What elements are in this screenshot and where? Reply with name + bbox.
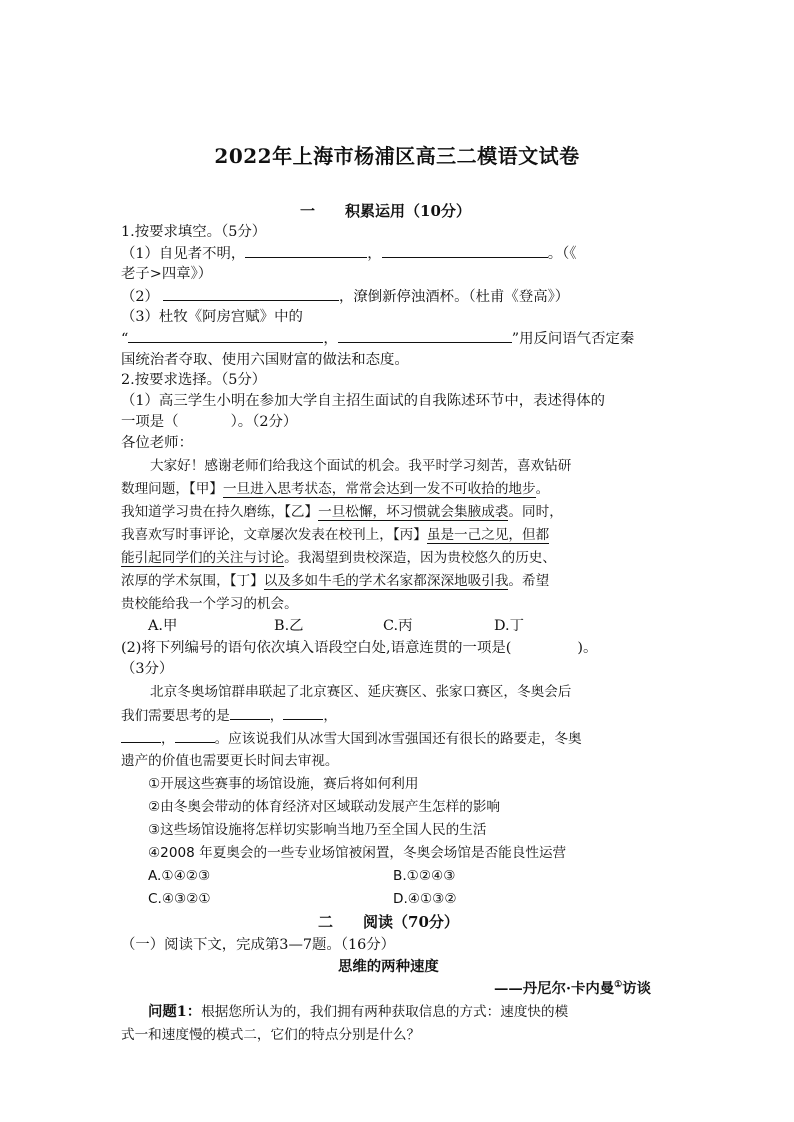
answer-blank[interactable] bbox=[128, 328, 323, 343]
passage-line bbox=[121, 502, 563, 522]
item-text: “ bbox=[121, 331, 129, 347]
section-label: 阅读（70分） bbox=[363, 913, 459, 931]
fill-blank[interactable] bbox=[175, 728, 215, 743]
sentence-item-2: ②由冬奥会带动的体育经济对区域联动发展产生怎样的影响 bbox=[148, 799, 501, 815]
passage-text: ， bbox=[161, 731, 175, 747]
choice-b[interactable]: B.①②④③ bbox=[393, 868, 456, 884]
footnote-marker: ① bbox=[614, 980, 623, 991]
page-title: 2022年上海市杨浦区高三二模语文试卷 bbox=[214, 144, 580, 168]
passage-line: 贵校能给我一个学习的机会。 bbox=[121, 596, 298, 612]
choice-c[interactable]: C.④③②① bbox=[148, 891, 211, 907]
passage-line bbox=[121, 705, 337, 726]
passage-line bbox=[121, 525, 549, 545]
answer-blank[interactable] bbox=[163, 286, 339, 301]
question-1-item-1 bbox=[121, 243, 576, 264]
byline-text: ——丹尼尔·卡内曼 bbox=[494, 980, 615, 997]
passage-text: 我喜欢写时事评论，文章屡次发表在校刊上，【丙】 bbox=[121, 527, 427, 543]
section-heading-2 bbox=[318, 912, 459, 932]
passage-text: 浓厚的学术氛围，【丁】 bbox=[121, 573, 264, 589]
section-label: 积累运用（10分） bbox=[345, 202, 471, 220]
question-2-sub-2 bbox=[121, 638, 597, 658]
question-2-sub-1-cont bbox=[121, 412, 297, 432]
passage-text: 。同时， bbox=[508, 504, 563, 520]
question-text: 根据您所认为的，我们拥有两种获取信息的方式：速度快的模 bbox=[201, 1004, 569, 1020]
section-number: 一 bbox=[300, 202, 316, 220]
option-c[interactable]: C.丙 bbox=[383, 618, 413, 634]
underlined-sentence-yi: 一旦松懈，坏习惯就会集腋成裘 bbox=[318, 504, 509, 520]
passage-text: ， bbox=[323, 708, 337, 724]
option-d[interactable]: D.丁 bbox=[494, 618, 524, 634]
item-text: （2） bbox=[121, 289, 159, 305]
passage-text: 我知道学习贵在持久磨练，【乙】 bbox=[121, 504, 319, 520]
sentence-item-1: ①开展这些赛事的场馆设施，赛后将如何利用 bbox=[148, 776, 419, 792]
passage-text: 我们需要思考的是 bbox=[121, 708, 230, 724]
choice-d[interactable]: D.④①③② bbox=[393, 891, 457, 907]
item-text: ， bbox=[367, 246, 382, 262]
item-text: ）。（2分） bbox=[230, 414, 298, 430]
passage-line: 大家好！感谢老师们给我这个面试的机会。我平时学习刻苦，喜欢钻研 bbox=[150, 458, 572, 474]
reading-intro: （一）阅读下文，完成第3—7题。（16分） bbox=[121, 937, 396, 953]
question-2-heading: 2.按要求选择。（5分） bbox=[121, 372, 267, 388]
article-byline bbox=[494, 979, 651, 999]
passage-line bbox=[121, 728, 582, 749]
byline-text: 访谈 bbox=[622, 980, 652, 997]
passage-text: 。应该说我们从冰雪大国到冰雪强国还有很长的路要走，冬奥 bbox=[214, 731, 582, 747]
question-1-item-3-cont: 国统治者夺取、使用六国财富的做法和态度。 bbox=[121, 352, 409, 368]
underlined-sentence-bing: 虽是一己之见，但都 bbox=[426, 527, 550, 543]
question-1-item-3-blanks bbox=[121, 328, 634, 349]
passage-line: 北京冬奥场馆群串联起了北京赛区、延庆赛区、张家口赛区，冬奥会后 bbox=[150, 684, 572, 700]
article-title: 思维的两种速度 bbox=[338, 958, 439, 975]
underlined-sentence-bing-cont: 能引起同学们的关注与讨论 bbox=[121, 550, 285, 566]
fill-blank[interactable] bbox=[283, 705, 323, 720]
section-number: 二 bbox=[318, 913, 334, 931]
answer-blank[interactable] bbox=[382, 243, 548, 258]
passage-text: 。希望 bbox=[508, 573, 550, 589]
passage-line bbox=[121, 479, 549, 499]
item-text: ，潦倒新停浊酒杯。（杜甫《登高》） bbox=[338, 289, 570, 305]
passage-text: 数理问题，【甲】 bbox=[121, 481, 223, 497]
option-a[interactable]: A.甲 bbox=[148, 618, 178, 634]
question-1-item-2 bbox=[121, 286, 569, 307]
choice-a[interactable]: A.①④②③ bbox=[148, 868, 211, 884]
passage-text: 。 bbox=[535, 481, 550, 497]
item-text: (2)将下列编号的语句依次填入语段空白处,语意连贯的一项是( bbox=[121, 640, 512, 656]
question-1-item-1-source: 老子>四章》） bbox=[121, 266, 213, 282]
question-label: 问题1： bbox=[148, 1003, 202, 1020]
item-text: ”用反问语气否定秦 bbox=[511, 331, 635, 347]
interview-question-1-cont: 式一和速度慢的模式二，它们的特点分别是什么？ bbox=[121, 1027, 421, 1043]
passage-line bbox=[121, 571, 549, 591]
question-1-item-3: （3）杜牧《阿房宫赋》中的 bbox=[121, 309, 303, 325]
item-text: ， bbox=[323, 331, 338, 347]
sentence-item-3: ③这些场馆设施将怎样切实影响当地乃至全国人民的生活 bbox=[148, 822, 487, 838]
item-text: （1）自见者不明， bbox=[121, 246, 246, 262]
section-heading-1 bbox=[300, 201, 471, 221]
underlined-sentence-jia: 一旦进入思考状态，常常会达到一发不可收拾的地步 bbox=[222, 481, 536, 497]
item-text: 一项是（ bbox=[121, 414, 179, 430]
passage-greeting: 各位老师： bbox=[121, 435, 193, 451]
passage-text: 。我渴望到贵校深造，因为贵校悠久的历史、 bbox=[284, 550, 556, 566]
answer-blank[interactable] bbox=[245, 243, 367, 258]
interview-question-1 bbox=[148, 1002, 568, 1022]
question-1-heading: 1.按要求填空。（5分） bbox=[121, 224, 267, 240]
fill-blank[interactable] bbox=[230, 705, 270, 720]
question-2-sub-1: （1）高三学生小明在参加大学自主招生面试的自我陈述环节中，表述得体的 bbox=[121, 393, 606, 409]
question-2-sub-2-points: （3分） bbox=[121, 661, 174, 677]
sentence-item-4: ④2008 年夏奥会的一些专业场馆被闲置，冬奥会场馆是否能良性运营 bbox=[148, 845, 567, 861]
passage-line bbox=[121, 548, 556, 568]
underlined-sentence-ding: 以及多如牛毛的学术名家都深深地吸引我 bbox=[263, 573, 509, 589]
item-text: )。 bbox=[577, 640, 598, 656]
passage-text: ， bbox=[269, 708, 284, 724]
item-text: 。（《 bbox=[547, 246, 577, 262]
answer-blank[interactable] bbox=[338, 328, 512, 343]
fill-blank[interactable] bbox=[121, 728, 161, 743]
option-b[interactable]: B.乙 bbox=[274, 618, 304, 634]
passage-line: 遗产的价值也需要更长时间去审视。 bbox=[121, 753, 339, 769]
